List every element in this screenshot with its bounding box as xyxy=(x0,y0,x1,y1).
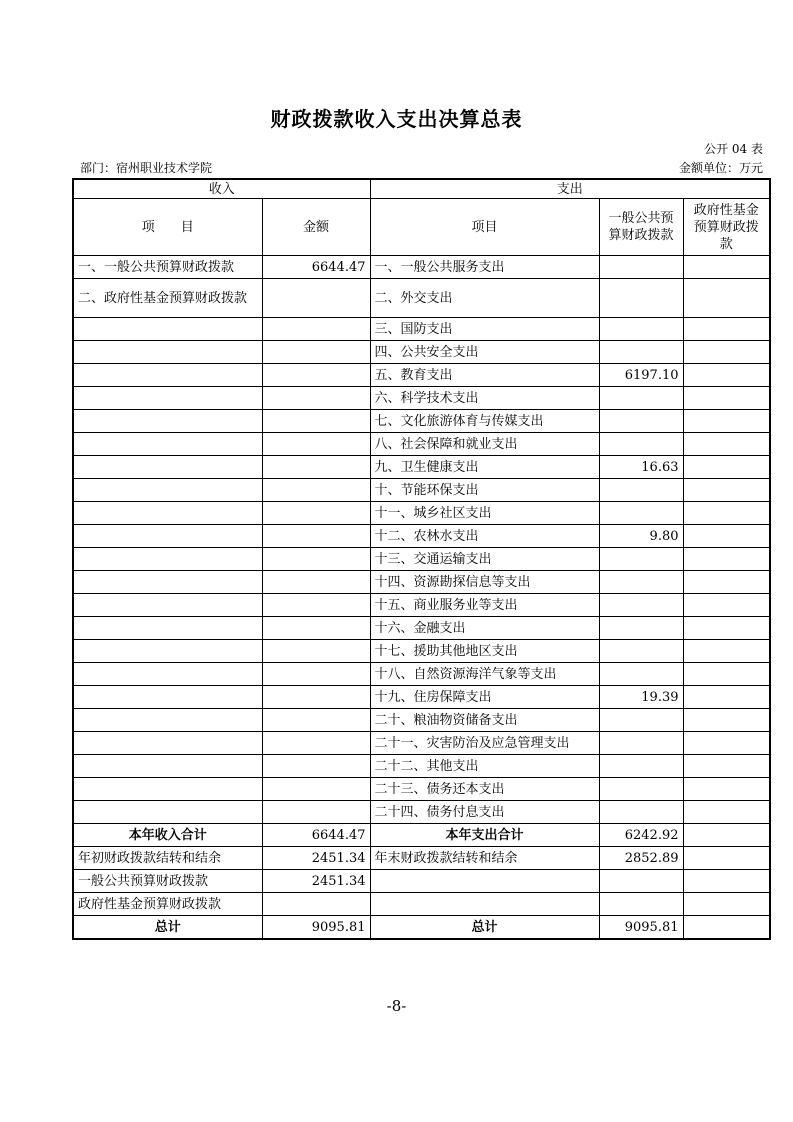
expenditure-item: 三、国防支出 xyxy=(370,318,599,341)
expenditure-item: 十六、金融支出 xyxy=(370,617,599,640)
expenditure-item: 十、节能环保支出 xyxy=(370,479,599,502)
table-row xyxy=(73,387,770,410)
expenditure-item: 二十二、其他支出 xyxy=(370,755,599,778)
gov-fund-amount xyxy=(683,364,770,387)
empty-cell xyxy=(599,893,683,916)
general-budget-amount xyxy=(599,256,683,279)
expenditure-item: 二十三、债务还本支出 xyxy=(370,778,599,801)
expenditure-item: 十二、农林水支出 xyxy=(370,525,599,548)
table-row xyxy=(73,502,770,525)
income-amount xyxy=(262,709,370,732)
carryover-end-value: 2852.89 xyxy=(599,847,683,870)
income-item xyxy=(73,364,262,387)
general-budget-amount xyxy=(599,387,683,410)
income-item xyxy=(73,548,262,571)
expenditure-item: 十一、城乡社区支出 xyxy=(370,502,599,525)
gov-fund-amount xyxy=(683,594,770,617)
income-amount xyxy=(262,801,370,824)
income-amount xyxy=(262,594,370,617)
expenditure-item: 六、科学技术支出 xyxy=(370,387,599,410)
carryover-begin-value: 2451.34 xyxy=(262,847,370,870)
income-amount xyxy=(262,640,370,663)
income-amount xyxy=(262,387,370,410)
expenditure-item: 七、文化旅游体育与传媒支出 xyxy=(370,410,599,433)
table-row xyxy=(73,617,770,640)
general-budget-amount xyxy=(599,548,683,571)
table-row xyxy=(73,732,770,755)
general-budget-amount xyxy=(599,502,683,525)
income-item xyxy=(73,801,262,824)
gov-fund-amount xyxy=(683,640,770,663)
gov-fund-amount xyxy=(683,279,770,318)
income-item: 一、一般公共预算财政拨款 xyxy=(73,256,262,279)
expenditure-item: 四、公共安全支出 xyxy=(370,341,599,364)
income-amount xyxy=(262,364,370,387)
general-budget-amount xyxy=(599,640,683,663)
income-amount xyxy=(262,686,370,709)
empty-cell xyxy=(683,847,770,870)
header-row-2 xyxy=(73,199,770,256)
expenditure-item: 二十、粮油物资储备支出 xyxy=(370,709,599,732)
general-budget-amount xyxy=(599,617,683,640)
empty-cell xyxy=(683,824,770,847)
income-item xyxy=(73,640,262,663)
income-header: 收入 xyxy=(73,179,370,199)
income-amount xyxy=(262,548,370,571)
carry-general-value: 2451.34 xyxy=(262,870,370,893)
income-amount xyxy=(262,410,370,433)
general-budget-amount xyxy=(599,318,683,341)
table-row xyxy=(73,640,770,663)
gov-fund-amount xyxy=(683,387,770,410)
table-row xyxy=(73,663,770,686)
income-amount-header: 金额 xyxy=(262,199,370,256)
income-amount xyxy=(262,456,370,479)
gov-fund-amount xyxy=(683,525,770,548)
income-amount xyxy=(262,279,370,318)
income-amount xyxy=(262,433,370,456)
income-total-value: 6644.47 xyxy=(262,824,370,847)
general-budget-amount xyxy=(599,778,683,801)
general-budget-amount: 6197.10 xyxy=(599,364,683,387)
income-amount xyxy=(262,617,370,640)
general-budget-amount: 19.39 xyxy=(599,686,683,709)
gov-fund-amount xyxy=(683,548,770,571)
empty-cell xyxy=(599,870,683,893)
page-title: 财政拨款收入支出决算总表 xyxy=(270,107,523,131)
form-code: 公开 04 表 xyxy=(704,142,763,156)
carry-fund-row xyxy=(73,893,770,916)
gov-fund-amount xyxy=(683,709,770,732)
gov-fund-amount xyxy=(683,571,770,594)
carry-general-label: 一般公共预算财政拨款 xyxy=(73,870,262,893)
expenditure-item: 十九、住房保障支出 xyxy=(370,686,599,709)
expenditure-item: 十四、资源勘探信息等支出 xyxy=(370,571,599,594)
table-row xyxy=(73,525,770,548)
general-budget-amount xyxy=(599,433,683,456)
expenditure-item: 十五、商业服务业等支出 xyxy=(370,594,599,617)
empty-cell xyxy=(683,893,770,916)
carry-fund-label: 政府性基金预算财政拨款 xyxy=(73,893,262,916)
income-amount xyxy=(262,663,370,686)
general-budget-amount xyxy=(599,594,683,617)
grand-total-label-income: 总计 xyxy=(73,916,262,940)
gov-fund-amount xyxy=(683,732,770,755)
gov-fund-amount xyxy=(683,341,770,364)
income-amount xyxy=(262,318,370,341)
expenditure-item-header: 项目 xyxy=(370,199,599,256)
gov-fund-amount xyxy=(683,778,770,801)
grand-total-row xyxy=(73,916,770,940)
general-budget-amount xyxy=(599,755,683,778)
income-item xyxy=(73,594,262,617)
income-item xyxy=(73,387,262,410)
expenditure-item: 十八、自然资源海洋气象等支出 xyxy=(370,663,599,686)
income-item xyxy=(73,479,262,502)
general-budget-amount xyxy=(599,479,683,502)
empty-cell xyxy=(262,893,370,916)
table-row xyxy=(73,755,770,778)
general-budget-amount xyxy=(599,571,683,594)
income-item xyxy=(73,318,262,341)
empty-cell xyxy=(370,893,599,916)
income-item xyxy=(73,663,262,686)
page-number: -8- xyxy=(386,997,407,1015)
table-row xyxy=(73,279,770,318)
table-row xyxy=(73,594,770,617)
income-item xyxy=(73,433,262,456)
carryover-begin-label: 年初财政拨款结转和结余 xyxy=(73,847,262,870)
expenditure-item: 十三、交通运输支出 xyxy=(370,548,599,571)
income-amount xyxy=(262,341,370,364)
income-amount xyxy=(262,525,370,548)
empty-cell xyxy=(683,870,770,893)
income-amount: 6644.47 xyxy=(262,256,370,279)
general-budget-header: 一般公共预算财政拨款 xyxy=(599,199,683,256)
income-item xyxy=(73,686,262,709)
expenditure-total-label: 本年支出合计 xyxy=(370,824,599,847)
budget-summary-table xyxy=(72,178,771,940)
table-row xyxy=(73,410,770,433)
grand-total-label-expenditure: 总计 xyxy=(370,916,599,940)
gov-fund-amount xyxy=(683,502,770,525)
gov-fund-amount xyxy=(683,686,770,709)
income-item xyxy=(73,732,262,755)
expenditure-item: 十七、援助其他地区支出 xyxy=(370,640,599,663)
gov-fund-amount xyxy=(683,663,770,686)
income-amount xyxy=(262,502,370,525)
header-row-1 xyxy=(73,179,770,199)
table-row xyxy=(73,571,770,594)
income-amount xyxy=(262,571,370,594)
income-item xyxy=(73,755,262,778)
income-amount xyxy=(262,732,370,755)
expenditure-item: 五、教育支出 xyxy=(370,364,599,387)
carry-general-row xyxy=(73,870,770,893)
income-total-label: 本年收入合计 xyxy=(73,824,262,847)
gov-fund-header: 政府性基金预算财政拨款 xyxy=(683,199,770,256)
general-budget-amount xyxy=(599,801,683,824)
gov-fund-amount xyxy=(683,318,770,341)
general-budget-amount: 9.80 xyxy=(599,525,683,548)
expenditure-item: 一、一般公共服务支出 xyxy=(370,256,599,279)
table-row xyxy=(73,456,770,479)
income-item xyxy=(73,617,262,640)
income-item xyxy=(73,778,262,801)
general-budget-amount xyxy=(599,341,683,364)
table-row xyxy=(73,686,770,709)
table-row xyxy=(73,341,770,364)
income-item-header: 项 目 xyxy=(73,199,262,256)
income-item xyxy=(73,502,262,525)
income-item xyxy=(73,525,262,548)
income-amount xyxy=(262,778,370,801)
expenditure-item: 二十四、债务付息支出 xyxy=(370,801,599,824)
unit-label: 金额单位：万元 xyxy=(678,161,763,175)
general-budget-amount xyxy=(599,279,683,318)
gov-fund-amount xyxy=(683,256,770,279)
table-row xyxy=(73,548,770,571)
empty-cell xyxy=(683,916,770,940)
expenditure-total-value: 6242.92 xyxy=(599,824,683,847)
table-row xyxy=(73,433,770,456)
expenditure-header: 支出 xyxy=(370,179,770,199)
table-row xyxy=(73,364,770,387)
expenditure-item: 八、社会保障和就业支出 xyxy=(370,433,599,456)
income-expenditure-total-row xyxy=(73,824,770,847)
expenditure-item: 二、外交支出 xyxy=(370,279,599,318)
table-row xyxy=(73,479,770,502)
table-row xyxy=(73,709,770,732)
table-row xyxy=(73,778,770,801)
table-row xyxy=(73,318,770,341)
gov-fund-amount xyxy=(683,456,770,479)
expenditure-item: 二十一、灾害防治及应急管理支出 xyxy=(370,732,599,755)
gov-fund-amount xyxy=(683,755,770,778)
grand-total-expenditure-value: 9095.81 xyxy=(599,916,683,940)
income-amount xyxy=(262,479,370,502)
income-item xyxy=(73,410,262,433)
income-item xyxy=(73,709,262,732)
general-budget-amount: 16.63 xyxy=(599,456,683,479)
carryover-row xyxy=(73,847,770,870)
department-label: 部门：宿州职业技术学院 xyxy=(80,161,213,175)
income-item xyxy=(73,341,262,364)
table-row xyxy=(73,801,770,824)
empty-cell xyxy=(370,870,599,893)
gov-fund-amount xyxy=(683,433,770,456)
gov-fund-amount xyxy=(683,617,770,640)
income-amount xyxy=(262,755,370,778)
carryover-end-label: 年末财政拨款结转和结余 xyxy=(370,847,599,870)
general-budget-amount xyxy=(599,663,683,686)
gov-fund-amount xyxy=(683,479,770,502)
gov-fund-amount xyxy=(683,410,770,433)
general-budget-amount xyxy=(599,732,683,755)
income-item: 二、政府性基金预算财政拨款 xyxy=(73,279,262,318)
general-budget-amount xyxy=(599,410,683,433)
table-row xyxy=(73,256,770,279)
general-budget-amount xyxy=(599,709,683,732)
expenditure-item: 九、卫生健康支出 xyxy=(370,456,599,479)
income-item xyxy=(73,456,262,479)
gov-fund-amount xyxy=(683,801,770,824)
income-item xyxy=(73,571,262,594)
grand-total-income-value: 9095.81 xyxy=(262,916,370,940)
